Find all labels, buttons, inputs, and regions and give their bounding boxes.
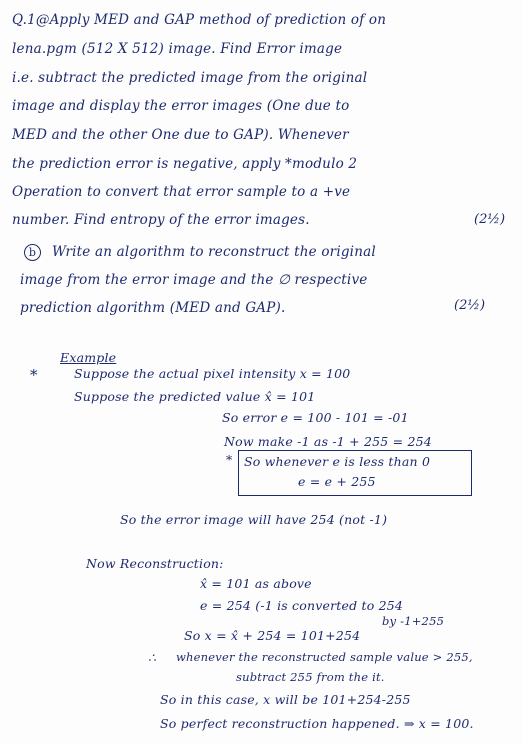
q1-line-8: number. Find entropy of the error images. [12, 212, 310, 228]
recon-line-3: by -1+255 [382, 614, 445, 628]
recon-line-1: x̂ = 101 as above [200, 576, 312, 591]
example-line-4: Now make -1 as -1 + 255 = 254 [224, 434, 432, 449]
recon-line-7: So in this case, x will be 101+254-255 [160, 692, 411, 707]
rule-star: * [226, 452, 233, 467]
q1-line-1: Q.1@Apply MED and GAP method of prediction of on [12, 12, 387, 28]
rule-line-2: e = e + 255 [298, 474, 376, 489]
recon-line-4: So x = x̂ + 254 = 101+254 [184, 628, 361, 643]
q1b-line-3: prediction algorithm (MED and GAP). [20, 300, 286, 316]
example-conclusion: So the error image will have 254 (not -1) [120, 512, 388, 527]
example-line-3: So error e = 100 - 101 = -01 [222, 410, 409, 425]
q1b-label: b [24, 244, 41, 261]
q1b-marks: (2½) [454, 298, 486, 313]
example-heading: Example [60, 350, 117, 365]
q1b-label-wrap [24, 244, 41, 261]
recon-line-8: So perfect reconstruction happened. ⇒ x = 100. [160, 716, 474, 731]
q1-line-3: i.e. subtract the predicted image from the original [12, 70, 368, 86]
recon-therefore: ∴ [148, 650, 157, 665]
rule-line-1: So whenever e is less than 0 [244, 454, 431, 469]
q1b-line-1: Write an algorithm to reconstruct the original [52, 244, 376, 260]
recon-line-2: e = 254 (-1 is converted to 254 [200, 598, 404, 613]
example-star: * [30, 366, 38, 384]
q1-line-5: MED and the other One due to GAP). Whenever [12, 127, 349, 143]
q1-line-4: image and display the error images (One due to [12, 98, 350, 114]
recon-line-5: whenever the reconstructed sample value > 255, [176, 650, 473, 664]
recon-heading: Now Reconstruction: [86, 556, 224, 571]
q1-line-2: lena.pgm (512 X 512) image. Find Error image [12, 41, 343, 57]
q1-line-7: Operation to convert that error sample to a +ve [12, 184, 351, 200]
example-line-2: Suppose the predicted value x̂ = 101 [74, 389, 316, 404]
example-line-1: Suppose the actual pixel intensity x = 100 [74, 366, 351, 381]
recon-line-6: subtract 255 from the it. [236, 670, 385, 684]
q1-line-6: the prediction error is negative, apply *modulo 2 [12, 156, 358, 172]
q1-marks: (2½) [474, 212, 506, 227]
q1b-line-2: image from the error image and the ∅ respective [20, 272, 368, 288]
